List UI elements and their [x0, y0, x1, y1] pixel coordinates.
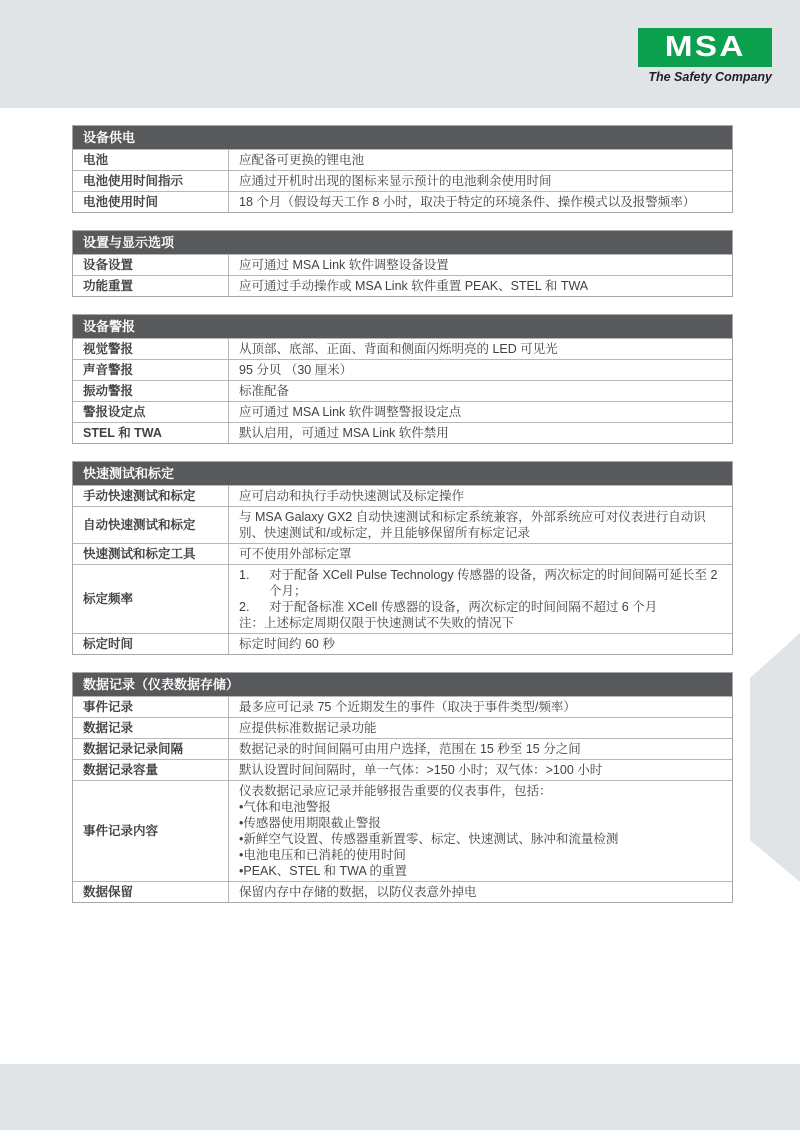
event-log-bullet: •气体和电池警报 [239, 800, 331, 814]
row-value: 95 分贝 （30 厘米） [239, 363, 353, 377]
event-log-bullet: •电池电压和已消耗的使用时间 [239, 848, 406, 862]
table-settings-display [72, 230, 733, 297]
row-value: 18 个月（假设每天工作 8 小时，取决于特定的环境条件、操作模式以及报警频率） [239, 195, 696, 209]
row-value: 应可通过 MSA Link 软件调整警报设定点 [239, 405, 462, 419]
event-log-bullet: •PEAK、STEL 和 TWA 的重置 [239, 864, 408, 878]
row-value: 应可启动和执行手动快速测试及标定操作 [239, 489, 465, 503]
numbered-item [239, 599, 722, 615]
row-label: 标定时间 [73, 634, 229, 654]
row-value: 应可通过手动操作或 MSA Link 软件重置 PEAK、STEL 和 TWA [239, 279, 589, 293]
row-label: 警报设定点 [73, 402, 229, 422]
row-label: 事件记录内容 [73, 781, 229, 881]
row-value: 与 MSA Galaxy GX2 自动快速测试和标定系统兼容，外部系统应可对仪表进行自动识别、快速测试和/或标定，并且能够保留所有标定记录 [239, 510, 706, 540]
row-label: STEL 和 TWA [73, 423, 229, 443]
table-row [73, 696, 732, 717]
row-value: 应通过开机时出现的图标来显示预计的电池剩余使用时间 [239, 174, 552, 188]
table-device-alarms [72, 314, 733, 444]
row-label: 快速测试和标定工具 [73, 544, 229, 564]
row-label: 视觉警报 [73, 339, 229, 359]
calibration-note: 注：上述标定周期仅限于快速测试不失败的情况下 [239, 616, 515, 630]
table-header: 设置与显示选项 [73, 231, 732, 254]
table-row [73, 380, 732, 401]
row-value: 应可通过 MSA Link 软件调整设备设置 [239, 258, 449, 272]
event-log-bullet: •新鲜空气设置、传感器重新置零、标定、快速测试、脉冲和流量检测 [239, 832, 619, 846]
row-value: 数据记录的时间间隔可由用户选择，范围在 15 秒至 15 分之间 [239, 742, 581, 756]
row-label: 数据记录容量 [73, 760, 229, 780]
table-row [73, 543, 732, 564]
table-device-power [72, 125, 733, 213]
row-value: 默认启用，可通过 MSA Link 软件禁用 [239, 426, 449, 440]
table-row [73, 780, 732, 881]
row-label: 电池 [73, 150, 229, 170]
spec-content [72, 125, 733, 920]
item-number: 1. [239, 568, 250, 582]
table-row [73, 717, 732, 738]
row-value: 最多应可记录 75 个近期发生的事件（取决于事件类型/频率） [239, 700, 576, 714]
right-diagonal-ribbon [750, 633, 800, 883]
msa-logo-mark [638, 28, 772, 67]
table-header: 设备供电 [73, 126, 732, 149]
row-value: 应配备可更换的锂电池 [239, 153, 365, 167]
row-value: 应提供标准数据记录功能 [239, 721, 377, 735]
table-row [73, 170, 732, 191]
item-text: 对于配备 XCell Pulse Technology 传感器的设备，两次标定的时间间隔可延长至 2 个月； [269, 568, 718, 598]
row-label: 振动警报 [73, 381, 229, 401]
table-row [73, 338, 732, 359]
table-row [73, 149, 732, 170]
msa-logo-tagline: The Safety Company [648, 70, 772, 84]
table-row [73, 254, 732, 275]
row-value: 标定时间约 60 秒 [239, 637, 335, 651]
table-row [73, 881, 732, 902]
row-value: 保留内存中存储的数据，以防仪表意外掉电 [239, 885, 477, 899]
row-label: 声音警报 [73, 360, 229, 380]
bottom-gray-band [0, 1064, 800, 1130]
numbered-item [239, 567, 722, 599]
row-value [229, 565, 732, 633]
row-value: 从顶部、底部、正面、背面和侧面闪烁明亮的 LED 可见光 [239, 342, 558, 356]
row-label: 自动快速测试和标定 [73, 507, 229, 543]
row-value [229, 781, 732, 881]
table-row [73, 359, 732, 380]
table-header: 快速测试和标定 [73, 462, 732, 485]
table-row [73, 633, 732, 654]
table-row [73, 506, 732, 543]
row-label: 电池使用时间指示 [73, 171, 229, 191]
table-header: 设备警报 [73, 315, 732, 338]
item-text: 对于配备标准 XCell 传感器的设备，两次标定的时间间隔不超过 6 个月 [269, 600, 658, 614]
row-label: 事件记录 [73, 697, 229, 717]
table-row [73, 401, 732, 422]
table-row [73, 759, 732, 780]
event-log-bullet: •传感器使用期限截止警报 [239, 816, 381, 830]
row-label: 设备设置 [73, 255, 229, 275]
table-row [73, 485, 732, 506]
row-label: 数据记录记录间隔 [73, 739, 229, 759]
row-value: 标准配备 [239, 384, 290, 398]
row-label: 电池使用时间 [73, 192, 229, 212]
table-row [73, 275, 732, 296]
row-label: 标定频率 [73, 565, 229, 633]
table-row [73, 422, 732, 443]
table-data-logging [72, 672, 733, 903]
msa-logo-text: MSA [664, 31, 746, 63]
row-label: 功能重置 [73, 276, 229, 296]
table-bump-test-calibration [72, 461, 733, 655]
table-row [73, 738, 732, 759]
msa-logo [638, 28, 772, 84]
event-log-intro: 仪表数据记录应记录并能够报告重要的仪表事件，包括： [239, 784, 552, 798]
row-label: 手动快速测试和标定 [73, 486, 229, 506]
table-header: 数据记录（仪表数据存储） [73, 673, 732, 696]
row-label: 数据保留 [73, 882, 229, 902]
item-number: 2. [239, 600, 250, 614]
table-row [73, 564, 732, 633]
row-value: 默认设置时间间隔时，单一气体：>150 小时；双气体：>100 小时 [239, 763, 603, 777]
row-label: 数据记录 [73, 718, 229, 738]
table-row [73, 191, 732, 212]
row-value: 可不使用外部标定罩 [239, 547, 352, 561]
